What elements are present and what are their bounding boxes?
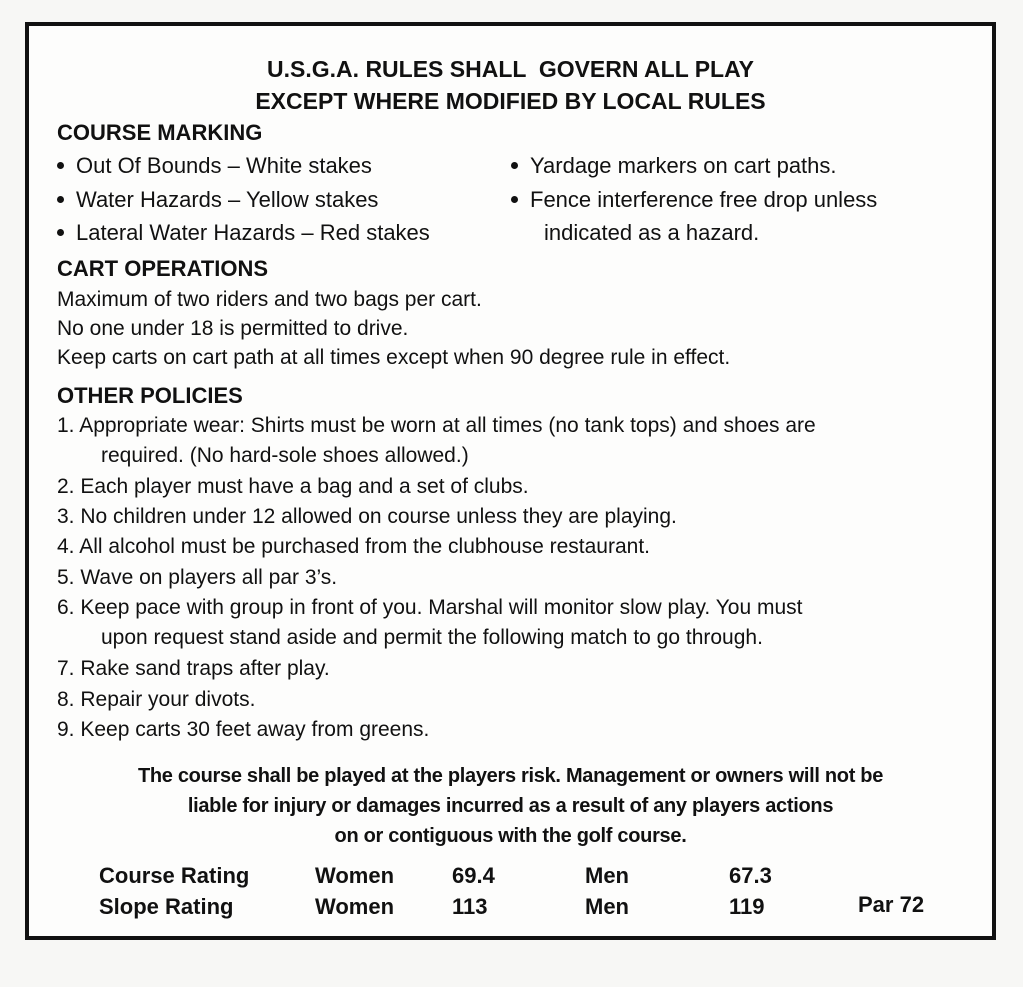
marking-item: Fence interference free drop unless [511,186,877,214]
policy-item: 9. Keep carts 30 feet away from greens. [57,718,430,741]
par-label: Par 72 [858,892,925,917]
course-rating-men-value: 67.3 [729,863,772,888]
policy-item: 8. Repair your divots. [57,688,256,711]
slope-rating-women-value: 113 [452,894,488,919]
course-marking-title: COURSE MARKING [57,120,263,145]
cart-rule: Keep carts on cart path at all times except when 90 degree rule in effect. [57,346,731,369]
liability-disclaimer [29,761,992,851]
bullet-dot [511,196,518,203]
course-rating-label: Course Rating [99,863,250,888]
cart-operations-title: CART OPERATIONS [57,256,269,281]
marking-item: Water Hazards – Yellow stakes [57,186,378,214]
policy-item: 1. Appropriate wear: Shirts must be worn at all times (no tank tops) and shoes are required. (No hard-sole shoes allowed.) [57,414,816,467]
course-rating-women-value: 69.4 [452,863,495,888]
marking-item: Yardage markers on cart paths. [511,152,837,180]
slope-rating-label: Slope Rating [99,894,234,919]
disclaimer-line: on or contiguous with the golf course. [334,825,687,847]
policy-item: 3. No children under 12 allowed on course unless they are playing. [57,505,677,528]
header-line-2: EXCEPT WHERE MODIFIED BY LOCAL RULES [255,88,766,114]
policy-item: 2. Each player must have a bag and a set of clubs. [57,475,529,498]
policy-item: 4. All alcohol must be purchased from the clubhouse restaurant. [57,535,651,558]
slope-rating-women-label: Women [315,894,395,919]
slope-rating-men-value: 119 [729,894,765,919]
rules-header [29,53,992,117]
course-rating-men-label: Men [585,863,629,888]
disclaimer-line: The course shall be played at the players risk. Management or owners will not be [137,765,884,787]
bullet-dot [57,162,64,169]
cart-rule: No one under 18 is permitted to drive. [57,317,409,340]
cart-rule: Maximum of two riders and two bags per cart. [57,288,482,311]
marking-item: Lateral Water Hazards – Red stakes [57,219,430,247]
policy-item: 6. Keep pace with group in front of you. Marshal will monitor slow play. You must upon request stand aside and permit the following match to go through. [57,596,803,649]
policy-item: 7. Rake sand traps after play. [57,657,330,680]
slope-rating-men-label: Men [585,894,629,919]
disclaimer-line: liable for injury or damages incurred as a result of any players actions [187,795,834,817]
course-rating-women-label: Women [315,863,395,888]
marking-item: Out Of Bounds – White stakes [57,152,372,180]
policy-item: 5. Wave on players all par 3’s. [57,566,338,589]
bullet-dot [57,196,64,203]
bullet-dot [57,229,64,236]
header-line-1: U.S.G.A. RULES SHALL GOVERN ALL PLAY [267,56,754,82]
other-policies-title: OTHER POLICIES [57,383,243,408]
marking-item-continuation: indicated as a hazard. [544,220,760,245]
bullet-dot [511,162,518,169]
rules-card [25,22,996,940]
